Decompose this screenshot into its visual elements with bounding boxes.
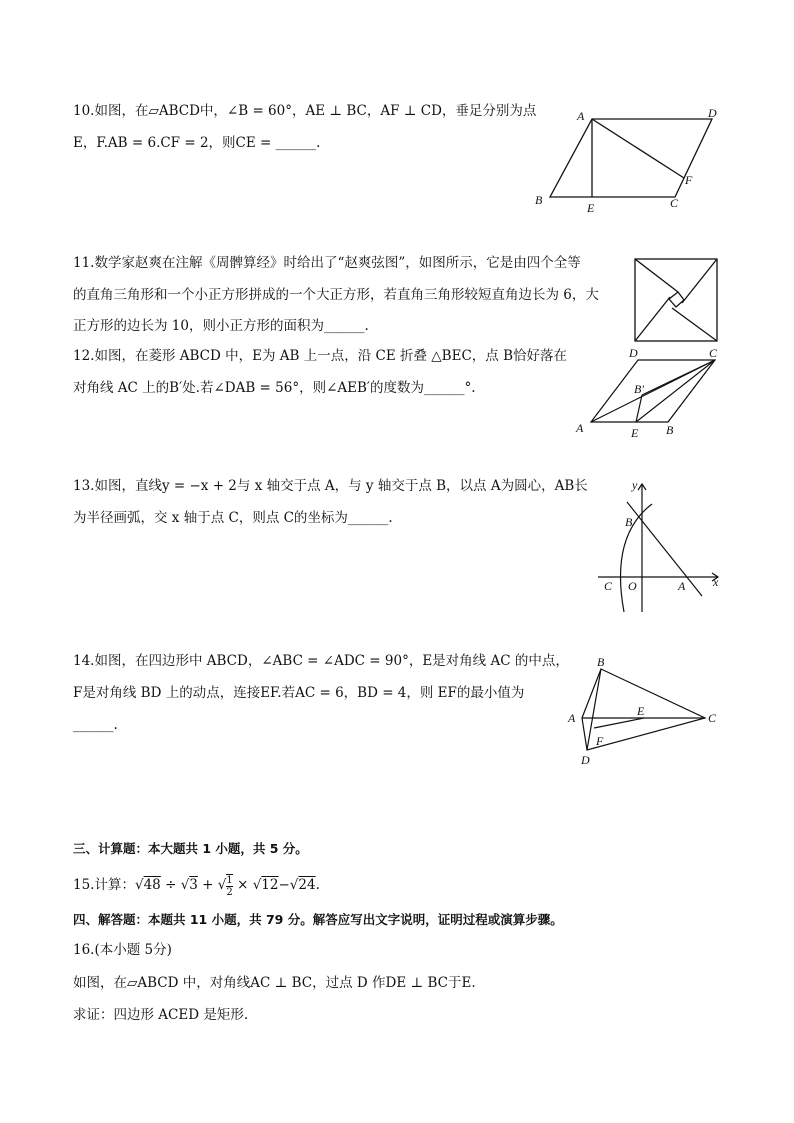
q13-line2: 为半径画弧，交 x 轴于点 C，则点 C的坐标为______. xyxy=(73,510,393,526)
q15-expression: 15.计算：√48 ÷ √3 + √ $\frac{1}{2}$ × √12−√24. xyxy=(73,874,320,898)
label-E: E xyxy=(587,201,595,215)
label-D: D xyxy=(629,346,638,360)
label-A: A xyxy=(576,421,584,435)
rhombus-figure xyxy=(570,344,730,439)
q12-line1: 12.如图，在菱形 ABCD 中，E为 AB 上一点，沿 CE 折叠 △BEC，点 B恰好落在 xyxy=(73,348,567,364)
label-O: O xyxy=(628,579,637,593)
q15-frac-den: 2 xyxy=(226,886,233,898)
q14-line1: 14.如图，在四边形中 ABCD，∠ABC = ∠ADC = 90°，E是对角线 AC 的中点， xyxy=(73,653,569,669)
label-B: B xyxy=(597,655,605,669)
label-B: B xyxy=(535,193,543,207)
q13-line1: 13.如图，直线y = −x + 2与 x 轴交于点 A，与 y 轴交于点 B，以点 A为圆心，AB长 xyxy=(73,478,588,494)
quadrilateral-figure xyxy=(565,652,725,772)
label-y: y xyxy=(632,478,638,492)
label-A: A xyxy=(678,579,686,593)
coordinate-figure xyxy=(590,474,730,619)
label-A: A xyxy=(568,711,576,725)
q14-line3: ______. xyxy=(73,717,118,733)
q15-radicand-c: 12 xyxy=(261,877,279,893)
label-C: C xyxy=(604,579,613,593)
label-D: D xyxy=(708,106,717,120)
label-x: x xyxy=(713,575,719,589)
q14-line2: F是对角线 BD 上的动点，连接EF.若AC = 6，BD = 4，则 EF的最小值为 xyxy=(73,685,525,701)
label-C: C xyxy=(708,711,717,725)
q11-line1: 11.数学家赵爽在注解《周髀算经》时给出了“赵爽弦图”，如图所示，它是由四个全等 xyxy=(73,255,581,271)
q11-line2: 的直角三角形和一个小正方形拼成的一个大正方形，若直角三角形较短直角边长为 6，大 xyxy=(73,287,599,303)
label-B: B xyxy=(625,515,633,529)
q15-radicand-b: 3 xyxy=(189,877,198,893)
label-Bprime: B′ xyxy=(634,382,644,396)
q15-frac-num: 1 xyxy=(226,874,233,886)
q16-title: 16.(本小题 5分) xyxy=(73,942,172,958)
q16-line1: 如图，在▱ABCD 中，对角线AC ⊥ BC，过点 D 作DE ⊥ BC于E. xyxy=(73,975,476,991)
zhaoshuang-square-figure xyxy=(632,256,722,346)
q10-line2: E，F.AB = 6.CF = 2，则CE = ______. xyxy=(73,135,321,151)
label-F: F xyxy=(596,734,604,748)
q15-radicand-a: 48 xyxy=(143,877,161,893)
label-B: B xyxy=(666,423,674,437)
label-E: E xyxy=(631,426,639,439)
section3-heading: 三、计算题：本大题共 1 小题，共 5 分。 xyxy=(73,841,308,856)
q15-prefix: 15.计算： xyxy=(73,877,135,893)
label-A: A xyxy=(577,109,585,123)
q11-line3: 正方形的边长为 10，则小正方形的面积为______. xyxy=(73,318,369,334)
label-F: F xyxy=(685,173,693,187)
q12-line2: 对角线 AC 上的B′处.若∠DAB = 56°，则∠AEB′的度数为______°. xyxy=(73,380,476,396)
q15-radicand-d: 24 xyxy=(298,877,316,893)
section4-heading: 四、解答题：本题共 11 小题，共 79 分。解答应写出文字说明，证明过程或演算步骤。 xyxy=(73,912,563,927)
label-E: E xyxy=(637,704,645,718)
q16-line2: 求证：四边形 ACED 是矩形. xyxy=(73,1007,249,1023)
label-C: C xyxy=(709,346,718,360)
parallelogram-figure xyxy=(530,100,730,215)
q10-line1: 10.如图，在▱ABCD中，∠B = 60°，AE ⊥ BC，AF ⊥ CD，垂足分别为点 xyxy=(73,103,537,119)
label-D: D xyxy=(581,753,590,767)
label-C: C xyxy=(670,196,679,210)
